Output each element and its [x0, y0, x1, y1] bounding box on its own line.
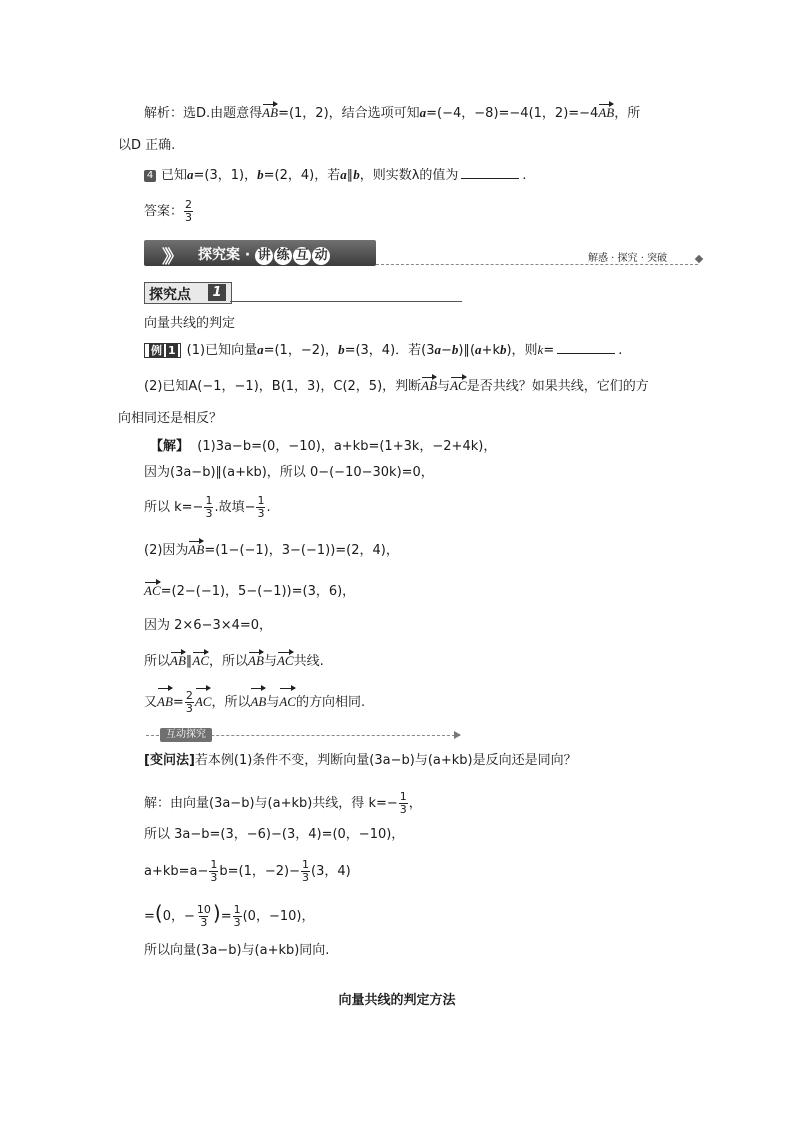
- solution-line-5: AC=(2−(−1)，5−(−1))=(3，6)，: [144, 583, 356, 599]
- solution-line-4: (2)因为AB=(1−(−1)，3−(−1))=(2，4)，: [144, 542, 399, 558]
- section-label: 探究点: [149, 287, 191, 303]
- vector-ab: AB: [170, 653, 186, 668]
- solution-line-2: 因为(3a−b)∥(a+kb)，所以 0−(−10−30k)=0，: [144, 465, 434, 480]
- analysis-line-2: 以D 正确.: [118, 138, 176, 153]
- topic-heading: 向量共线的判定: [144, 316, 236, 331]
- interactive-line-4: =(0，− $\frac{10}{3}$ )= $\frac{1}{3}$ (0，−10)，: [144, 901, 315, 929]
- analysis-line-1: 解析：选D.由题意得AB=(1，2)，结合选项可知a=(−4，−8)=−4(1，2)=−4AB，所: [144, 105, 641, 121]
- banner-divider: [376, 264, 698, 265]
- vector-ac: AC: [195, 688, 212, 716]
- solution-line-1: 【解】 (1)3a−b=(0，−10)，a+kb=(1+3k，−2+4k)，: [150, 439, 497, 454]
- interactive-line-2: 所以 3a−b=(3，−6)−(3，4)=(0，−10)，: [144, 827, 405, 842]
- solution-label: 【解】: [150, 439, 190, 454]
- solution-line-7: 所以AB∥AC，所以AB与AC共线.: [144, 653, 324, 669]
- vector-ab: AB: [157, 688, 173, 716]
- example-1-part-1: 例 1 (1)已知向量a=(1，−2)，b=(3，4)．若(3a−b)∥(a+kb)，则k= .: [144, 341, 622, 360]
- section-number: 1: [208, 284, 226, 301]
- question-4: 4 已知a=(3，1)，b=(2，4)，若a∥b，则实数λ的值为 .: [144, 166, 527, 185]
- question-number-badge: 4: [144, 170, 156, 182]
- vector-ac: AC: [144, 583, 161, 598]
- vector-ac: AC: [192, 653, 210, 668]
- solution-line-6: 因为 2×6−3×4=0，: [144, 618, 273, 633]
- example-1-part-2-cont: 向相同还是相反？: [118, 411, 223, 426]
- vector-ac: AC: [276, 653, 294, 668]
- banner-title: 探究案: [198, 247, 240, 263]
- interactive-line-3: a+kb=a− $\frac{1}{3}$ b=(1，−2)− $\frac{1}{3}$ (3，4): [144, 858, 351, 884]
- section-banner: 》》 探究案 · 讲 练 互 动: [144, 240, 376, 266]
- example-badge: 例 1: [144, 343, 181, 358]
- answer-fraction: $\frac{2}{3}$: [185, 198, 193, 224]
- vector-ab: AB: [421, 378, 438, 393]
- vector-ac: AC: [279, 688, 296, 716]
- interactive-question: [变问法]若本例(1)条件不变，判断向量(3a−b)与(a+kb)是反向还是同向？: [144, 753, 577, 768]
- section-underline: [230, 301, 462, 302]
- interactive-tag: [变问法]: [144, 753, 195, 768]
- example-1-part-2: (2)已知A(−1，−1)，B(1，3)，C(2，5)，判断AB与AC是否共线？如果共线，它们的方: [144, 378, 649, 394]
- answer-blank: [557, 341, 615, 354]
- banner-subtitle: 讲 练 互 动: [255, 247, 331, 263]
- vector-ab: AB: [248, 653, 264, 668]
- section-tag: [144, 282, 232, 304]
- method-heading: 向量共线的判定方法: [338, 993, 456, 1008]
- chevron-icon: 》》: [162, 247, 177, 268]
- analysis-label: 解析：: [144, 106, 184, 121]
- vector-ab: AB: [250, 688, 266, 716]
- solution-line-8: 又AB= $\frac{2}{3}$ AC，所以AB与AC的方向相同.: [144, 689, 366, 715]
- answer-line: [144, 198, 194, 226]
- interactive-label: 互动探究: [160, 728, 212, 742]
- solution-line-3: 所以 k=− $\frac{1}{3}$ .故填− $\frac{1}{3}$ .: [144, 494, 271, 520]
- answer-blank: [461, 166, 519, 179]
- arrow-right-icon: [454, 731, 461, 739]
- vector-ac: AC: [450, 378, 467, 393]
- interactive-line-5: 所以向量(3a−b)与(a+kb)同向.: [144, 943, 330, 958]
- vector-ab: AB: [598, 105, 615, 120]
- vector-ab: AB: [262, 105, 279, 120]
- answer-label: 答案：: [144, 204, 184, 219]
- diamond-icon: [695, 255, 703, 263]
- vector-ab: AB: [188, 542, 205, 557]
- banner-right-text: 解惑 · 探究 · 突破: [588, 253, 668, 264]
- interactive-line-1: 解：由向量(3a−b)与(a+kb)共线，得 k=− $\frac{1}{3}$ ，: [144, 790, 422, 816]
